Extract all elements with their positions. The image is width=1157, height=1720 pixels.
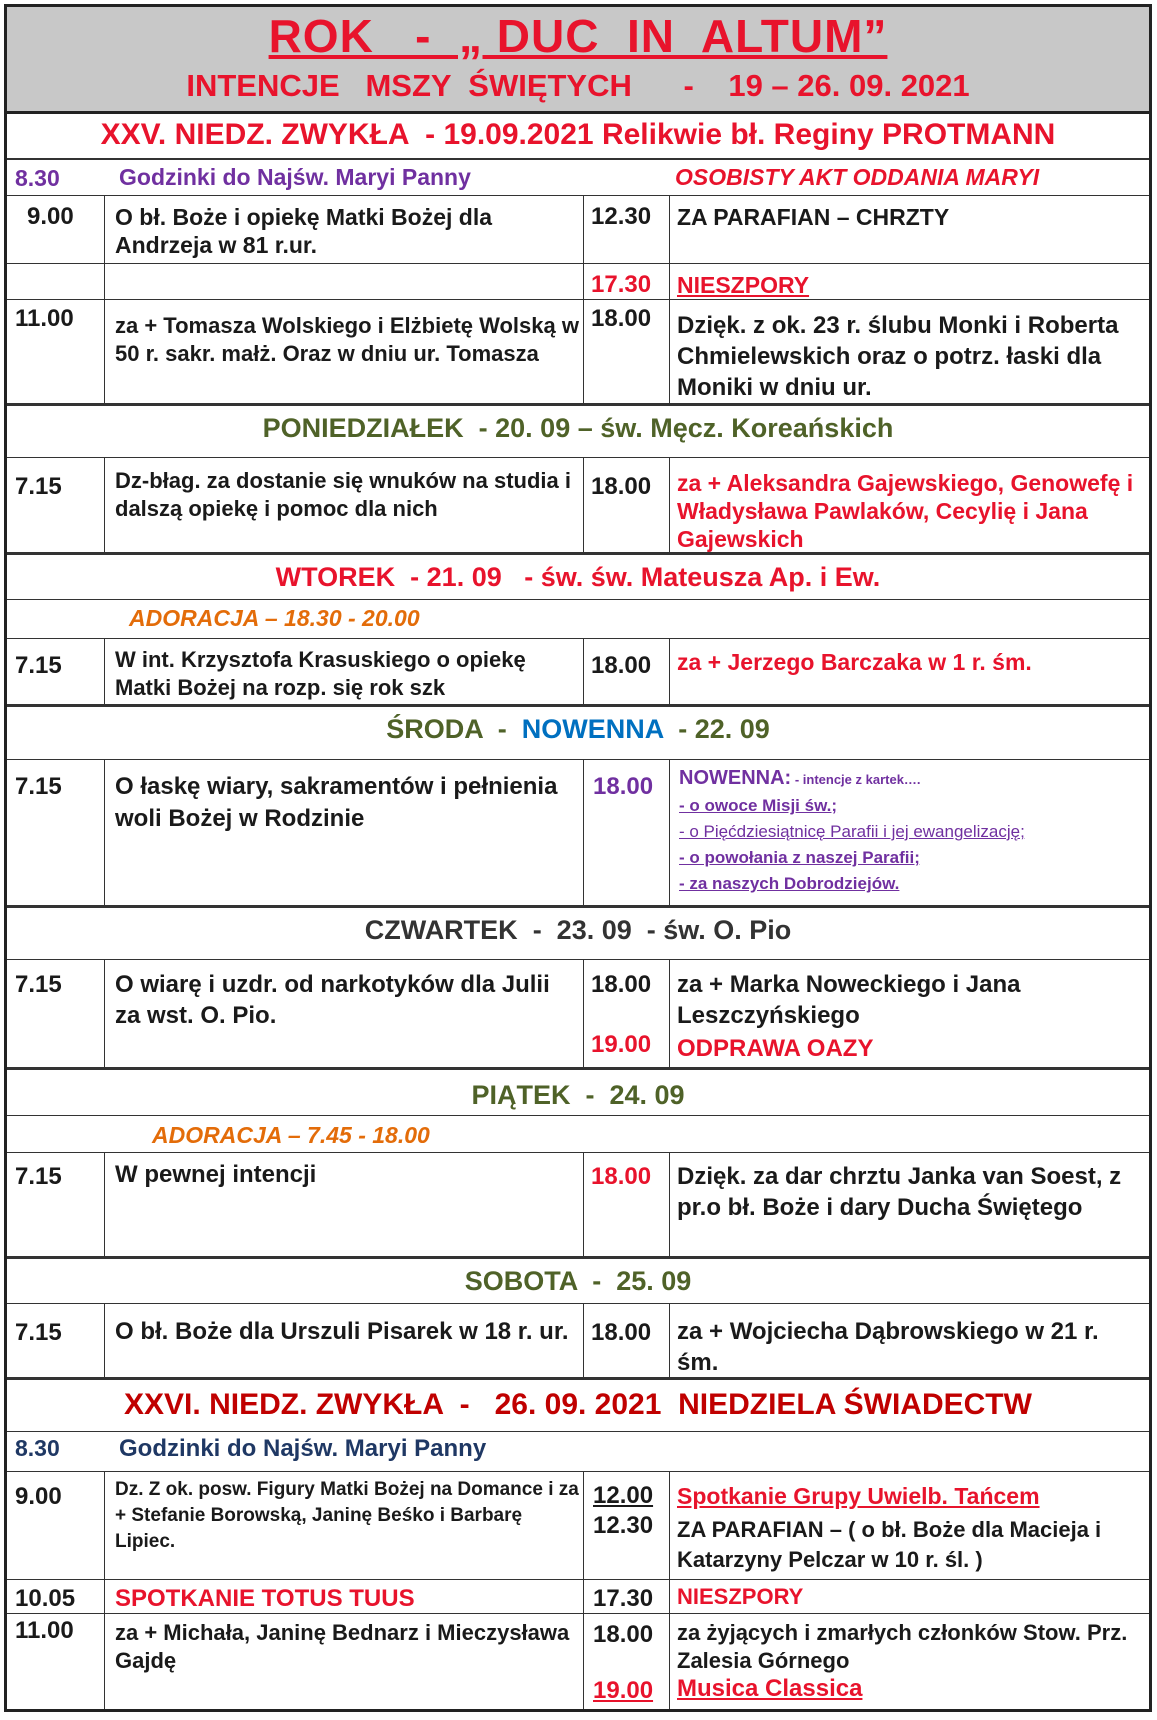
divider [7,158,1149,160]
divider [7,1067,1149,1070]
sunday-2-r1-text2b: ZA PARAFIAN – ( o bł. Boże dla Macieja i Katarzyny Pelczar w 10 r. śl. ) [677,1517,1102,1572]
divider [7,299,1149,300]
sunday-1-r2-time2: 17.30 [591,271,652,298]
sunday-1-r3-time2: 18.00 [591,305,652,332]
sunday-2-r3-time2b: 19.00 [593,1677,654,1704]
divider [7,1303,1149,1304]
thursday-text3: ODPRAWA OAZY [677,1035,874,1062]
monday-text2: za + Aleksandra Gajewskiego, Genowefę i Władysława Pawlaków, Cecylię i Jana Gajewskich [677,470,1134,552]
saturday-text: O bł. Boże dla Urszuli Pisarek w 18 r. ur. [115,1318,569,1345]
sunday-1-r2-text2: NIESZPORY [677,272,810,298]
thursday-time3: 19.00 [591,1031,652,1058]
friday-text: W pewnej intencji [115,1161,317,1188]
tuesday-time2: 18.00 [591,652,652,679]
divider [7,959,1149,960]
thursday-text: O wiarę i uzdr. od narkotyków dla Julii za wst. O. Pio. [115,971,550,1029]
divider [7,1579,1149,1580]
wednesday-title-date: - 22. 09 [663,714,770,744]
friday-note: ADORACJA – 7.45 - 18.00 [152,1122,430,1148]
monday-text: Dz-błag. za dostanie się wnuków na studia i dalszą opiekę i pomoc dla nich [115,468,571,521]
column-divider [583,1303,584,1377]
divider [7,457,1149,458]
column-divider [669,1471,670,1709]
friday-title: PIĄTEK - 24. 09 [471,1080,685,1110]
tuesday-title: WTOREK - 21. 09 - św. św. Mateusza Ap. i Ew. [275,562,881,592]
friday-time2: 18.00 [591,1163,652,1190]
sunday-2-pre-time: 8.30 [15,1435,60,1461]
monday-time2: 18.00 [591,473,652,500]
sunday-2-r3-time: 11.00 [15,1617,74,1644]
divider [7,1377,1149,1380]
divider [7,1115,1149,1116]
sunday-1-pre-time: 8.30 [15,165,60,191]
divider [7,1152,1149,1153]
column-divider [583,1471,584,1709]
wednesday-title-novena: NOWENNA [521,714,664,744]
sunday-2-r2-time2: 17.30 [593,1585,654,1612]
wednesday-time: 7.15 [15,773,62,800]
column-divider [583,1152,584,1256]
wednesday-text: O łaskę wiary, sakramentów i pełnienia woli Bożej w Rodzinie [115,773,558,832]
divider [7,1613,1149,1614]
column-divider [583,457,584,552]
sunday-2-r3-time2a: 18.00 [593,1621,654,1648]
intentions-sheet [4,4,1152,1712]
sunday-2-title: XXVI. NIEDZ. ZWYKŁA - 26. 09. 2021 NIEDZIELA ŚWIADECTW [124,1388,1032,1421]
friday-time: 7.15 [15,1163,62,1190]
divider [7,1431,1149,1432]
divider [7,1471,1149,1472]
novena-item: - za naszych Dobrodziejów. [679,874,900,893]
column-divider [669,1152,670,1256]
sunday-2-r1-time: 9.00 [15,1483,62,1510]
novena-list [679,765,1149,897]
novena-heading-note: - intencje z kartek…. [791,772,921,787]
column-divider [104,457,105,552]
column-divider [669,959,670,1067]
divider [7,599,1149,600]
column-divider [669,1303,670,1377]
sunday-1-r3-text2: Dzięk. z ok. 23 r. ślubu Monki i Roberta Chmielewskich oraz o potrz. łaski dla Moniki w dniu ur. [677,312,1119,401]
column-divider [583,759,584,905]
sheet-title: ROK - „ DUC IN ALTUM” [268,10,888,62]
sunday-1-title: XXV. NIEDZ. ZWYKŁA - 19.09.2021 Relikwie bł. Reginy PROTMANN [100,118,1056,151]
sheet-subtitle: INTENCJE MSZY ŚWIĘTYCH - 19 – 26. 09. 2021 [186,68,970,103]
monday-time: 7.15 [15,473,62,500]
monday-title: PONIEDZIAŁEK - 20. 09 – św. Męcz. Koreańskich [262,413,894,443]
sunday-2-r1-time2b: 12.30 [593,1512,654,1539]
wednesday-title [7,707,1149,751]
sunday-2-r2-text: SPOTKANIE TOTUS TUUS [115,1585,415,1612]
tuesday-note: ADORACJA – 18.30 - 20.00 [129,605,420,631]
tuesday-text: W int. Krzysztofa Krasuskiego o opiekę Matki Bożej na rozp. się rok szk [115,647,526,700]
sunday-1-pre-note: OSOBISTY AKT ODDANIA MARYI [675,164,1040,190]
sunday-2-r3-text2a: za żyjących i zmarłych członków Stow. Prz. Zalesia Górnego [677,1620,1128,1673]
sunday-2-r1-time2a: 12.00 [593,1482,654,1509]
column-divider [583,195,584,403]
divider [7,759,1149,760]
thursday-title: CZWARTEK - 23. 09 - św. O. Pio [364,915,792,945]
thursday-text2: za + Marka Noweckiego i Jana Leszczyńskiego [677,971,1021,1029]
divider [7,638,1149,639]
column-divider [669,638,670,704]
saturday-time2: 18.00 [591,1319,652,1346]
sunday-1-r1-text: O bł. Boże i opiekę Matki Bożej dla Andrzeja w 81 r.ur. [115,204,493,258]
sunday-2-r2-time: 10.05 [15,1585,76,1612]
wednesday-title-day: ŚRODA - [386,714,522,744]
column-divider [104,959,105,1067]
novena-heading [679,765,1149,793]
column-divider [104,759,105,905]
sunday-2-pre-text: Godzinki do Najśw. Maryi Panny [119,1435,487,1462]
column-divider [583,638,584,704]
divider [7,263,1149,264]
column-divider [104,195,105,403]
sunday-1-r1-text2: ZA PARAFIAN – CHRZTY [677,204,950,230]
column-divider [669,195,670,403]
column-divider [669,759,670,905]
sunday-2-r2-text2: NIESZPORY [677,1584,804,1609]
thursday-time: 7.15 [15,971,62,998]
column-divider [669,457,670,552]
divider [7,195,1149,196]
column-divider [104,638,105,704]
column-divider [104,1303,105,1377]
sunday-2-r1-text: Dz. Z ok. posw. Figury Matki Bożej na Domance i za + Stefanie Borowską, Janinę Beśko i Barbarę Lipiec. [115,1479,579,1552]
sunday-2-r1-text2a: Spotkanie Grupy Uwielb. Tańcem [677,1483,1040,1509]
sunday-2-r3-text2b: Musica Classica [677,1675,863,1702]
sunday-1-r1-time: 9.00 [27,203,74,230]
column-divider [104,1471,105,1709]
tuesday-time: 7.15 [15,652,62,679]
saturday-text2: za + Wojciecha Dąbrowskiego w 21 r. śm. [677,1318,1099,1376]
column-divider [583,959,584,1067]
sunday-1-pre-text: Godzinki do Najśw. Maryi Panny [119,164,471,190]
novena-item: - o owoce Misji św.; [679,796,838,815]
thursday-time2: 18.00 [591,971,652,998]
sunday-2-r3-text: za + Michała, Janinę Bednarz i Mieczysława Gajdę [115,1620,570,1673]
novena-item: - o powołania z naszej Parafii; [679,848,920,867]
wednesday-time2: 18.00 [593,773,654,800]
saturday-time: 7.15 [15,1319,62,1346]
tuesday-text2: za + Jerzego Barczaka w 1 r. śm. [677,649,1032,675]
novena-heading-label: NOWENNA: [679,767,792,789]
sunday-1-r3-text: za + Tomasza Wolskiego i Elżbietę Wolską w 50 r. sakr. małż. Oraz w dniu ur. Tomasza [115,313,579,366]
saturday-title: SOBOTA - 25. 09 [464,1266,692,1296]
column-divider [104,1152,105,1256]
novena-item: - o Pięćdziesiątnicę Parafii i jej ewangelizację; [679,822,1025,841]
sunday-1-r3-time: 11.00 [15,305,74,332]
friday-text2: Dzięk. za dar chrztu Janka van Soest, z pr.o bł. Boże i dary Ducha Świętego [677,1163,1122,1221]
sheet-header [7,7,1149,114]
sunday-1-r1-time2: 12.30 [591,203,652,230]
